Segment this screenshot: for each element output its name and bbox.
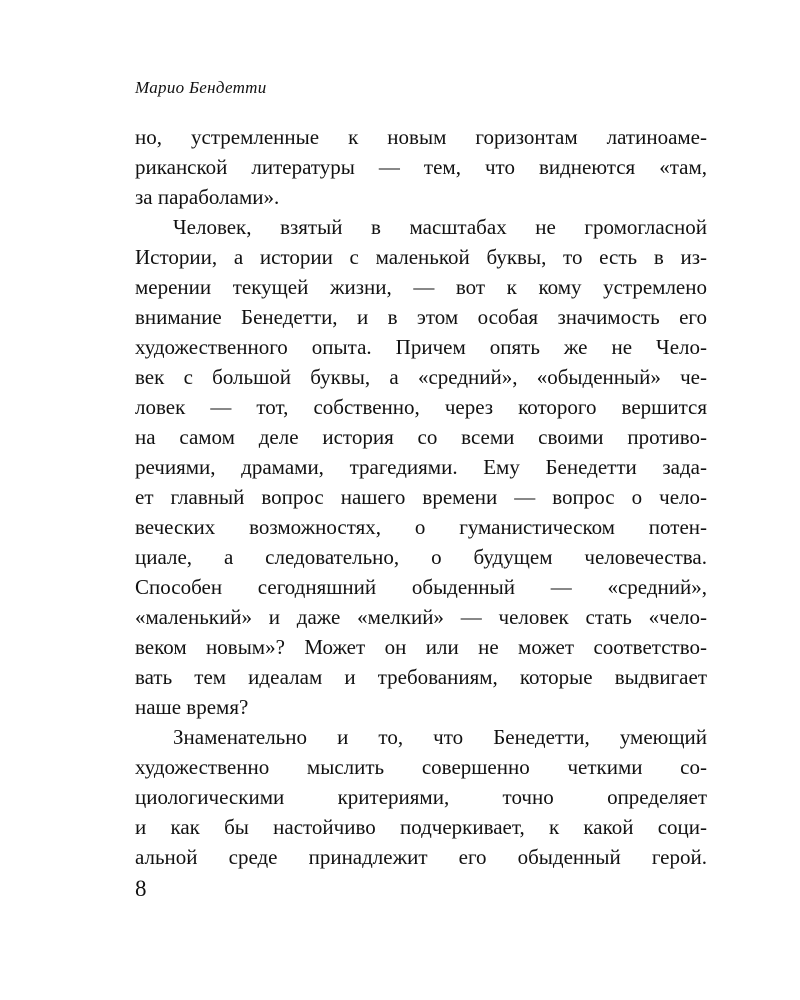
text-line: художественного опыта. Причем опять же не Чело- (135, 335, 707, 359)
text-line: Знаменательно и то, что Бенедетти, умеющий (173, 725, 707, 749)
text-line: ет главный вопрос нашего времени — вопрос о чело- (135, 485, 707, 509)
text-line: на самом деле история со всеми своими противо- (135, 425, 707, 449)
body-text (135, 122, 707, 872)
text-line: ловек — тот, собственно, через которого вершится (135, 395, 707, 419)
text-line: циологическими критериями, точно определяет (135, 785, 707, 809)
text-line: но, устремленные к новым горизонтам латиноаме- (135, 125, 707, 149)
text-line: за параболами». (135, 185, 280, 209)
text-line: внимание Бенедетти, и в этом особая значимость его (135, 305, 707, 329)
text-line: век с большой буквы, а «средний», «обыденный» че- (135, 365, 707, 389)
text-line: риканской литературы — тем, что виднеются «там, (135, 155, 707, 179)
text-line: циале, а следовательно, о будущем человечества. (135, 545, 707, 569)
text-line: наше время? (135, 695, 249, 719)
text-line: художественно мыслить совершенно четкими со- (135, 755, 707, 779)
text-line: речиями, драмами, трагедиями. Ему Бенедетти зада- (135, 455, 707, 479)
text-line: мерении текущей жизни, — вот к кому устремлено (135, 275, 707, 299)
running-header-author: Марио Бендетти (135, 78, 267, 97)
text-line: Человек, взятый в масштабах не громогласной (173, 215, 707, 239)
text-line: вать тем идеалам и требованиям, которые выдвигает (135, 665, 707, 689)
text-line: и как бы настойчиво подчеркивает, к какой соци- (135, 815, 707, 839)
text-line: «маленький» и даже «мелкий» — человек стать «чело- (135, 605, 707, 629)
text-line: альной среде принадлежит его обыденный герой. (135, 845, 707, 869)
text-line: Способен сегодняшний обыденный — «средний», (135, 575, 707, 599)
text-line: веческих возможностях, о гуманистическом потен- (135, 515, 707, 539)
text-line: веком новым»? Может он или не может соответство- (135, 635, 707, 659)
page-number: 8 (135, 876, 147, 901)
text-line: Истории, а истории с маленькой буквы, то есть в из- (135, 245, 707, 269)
